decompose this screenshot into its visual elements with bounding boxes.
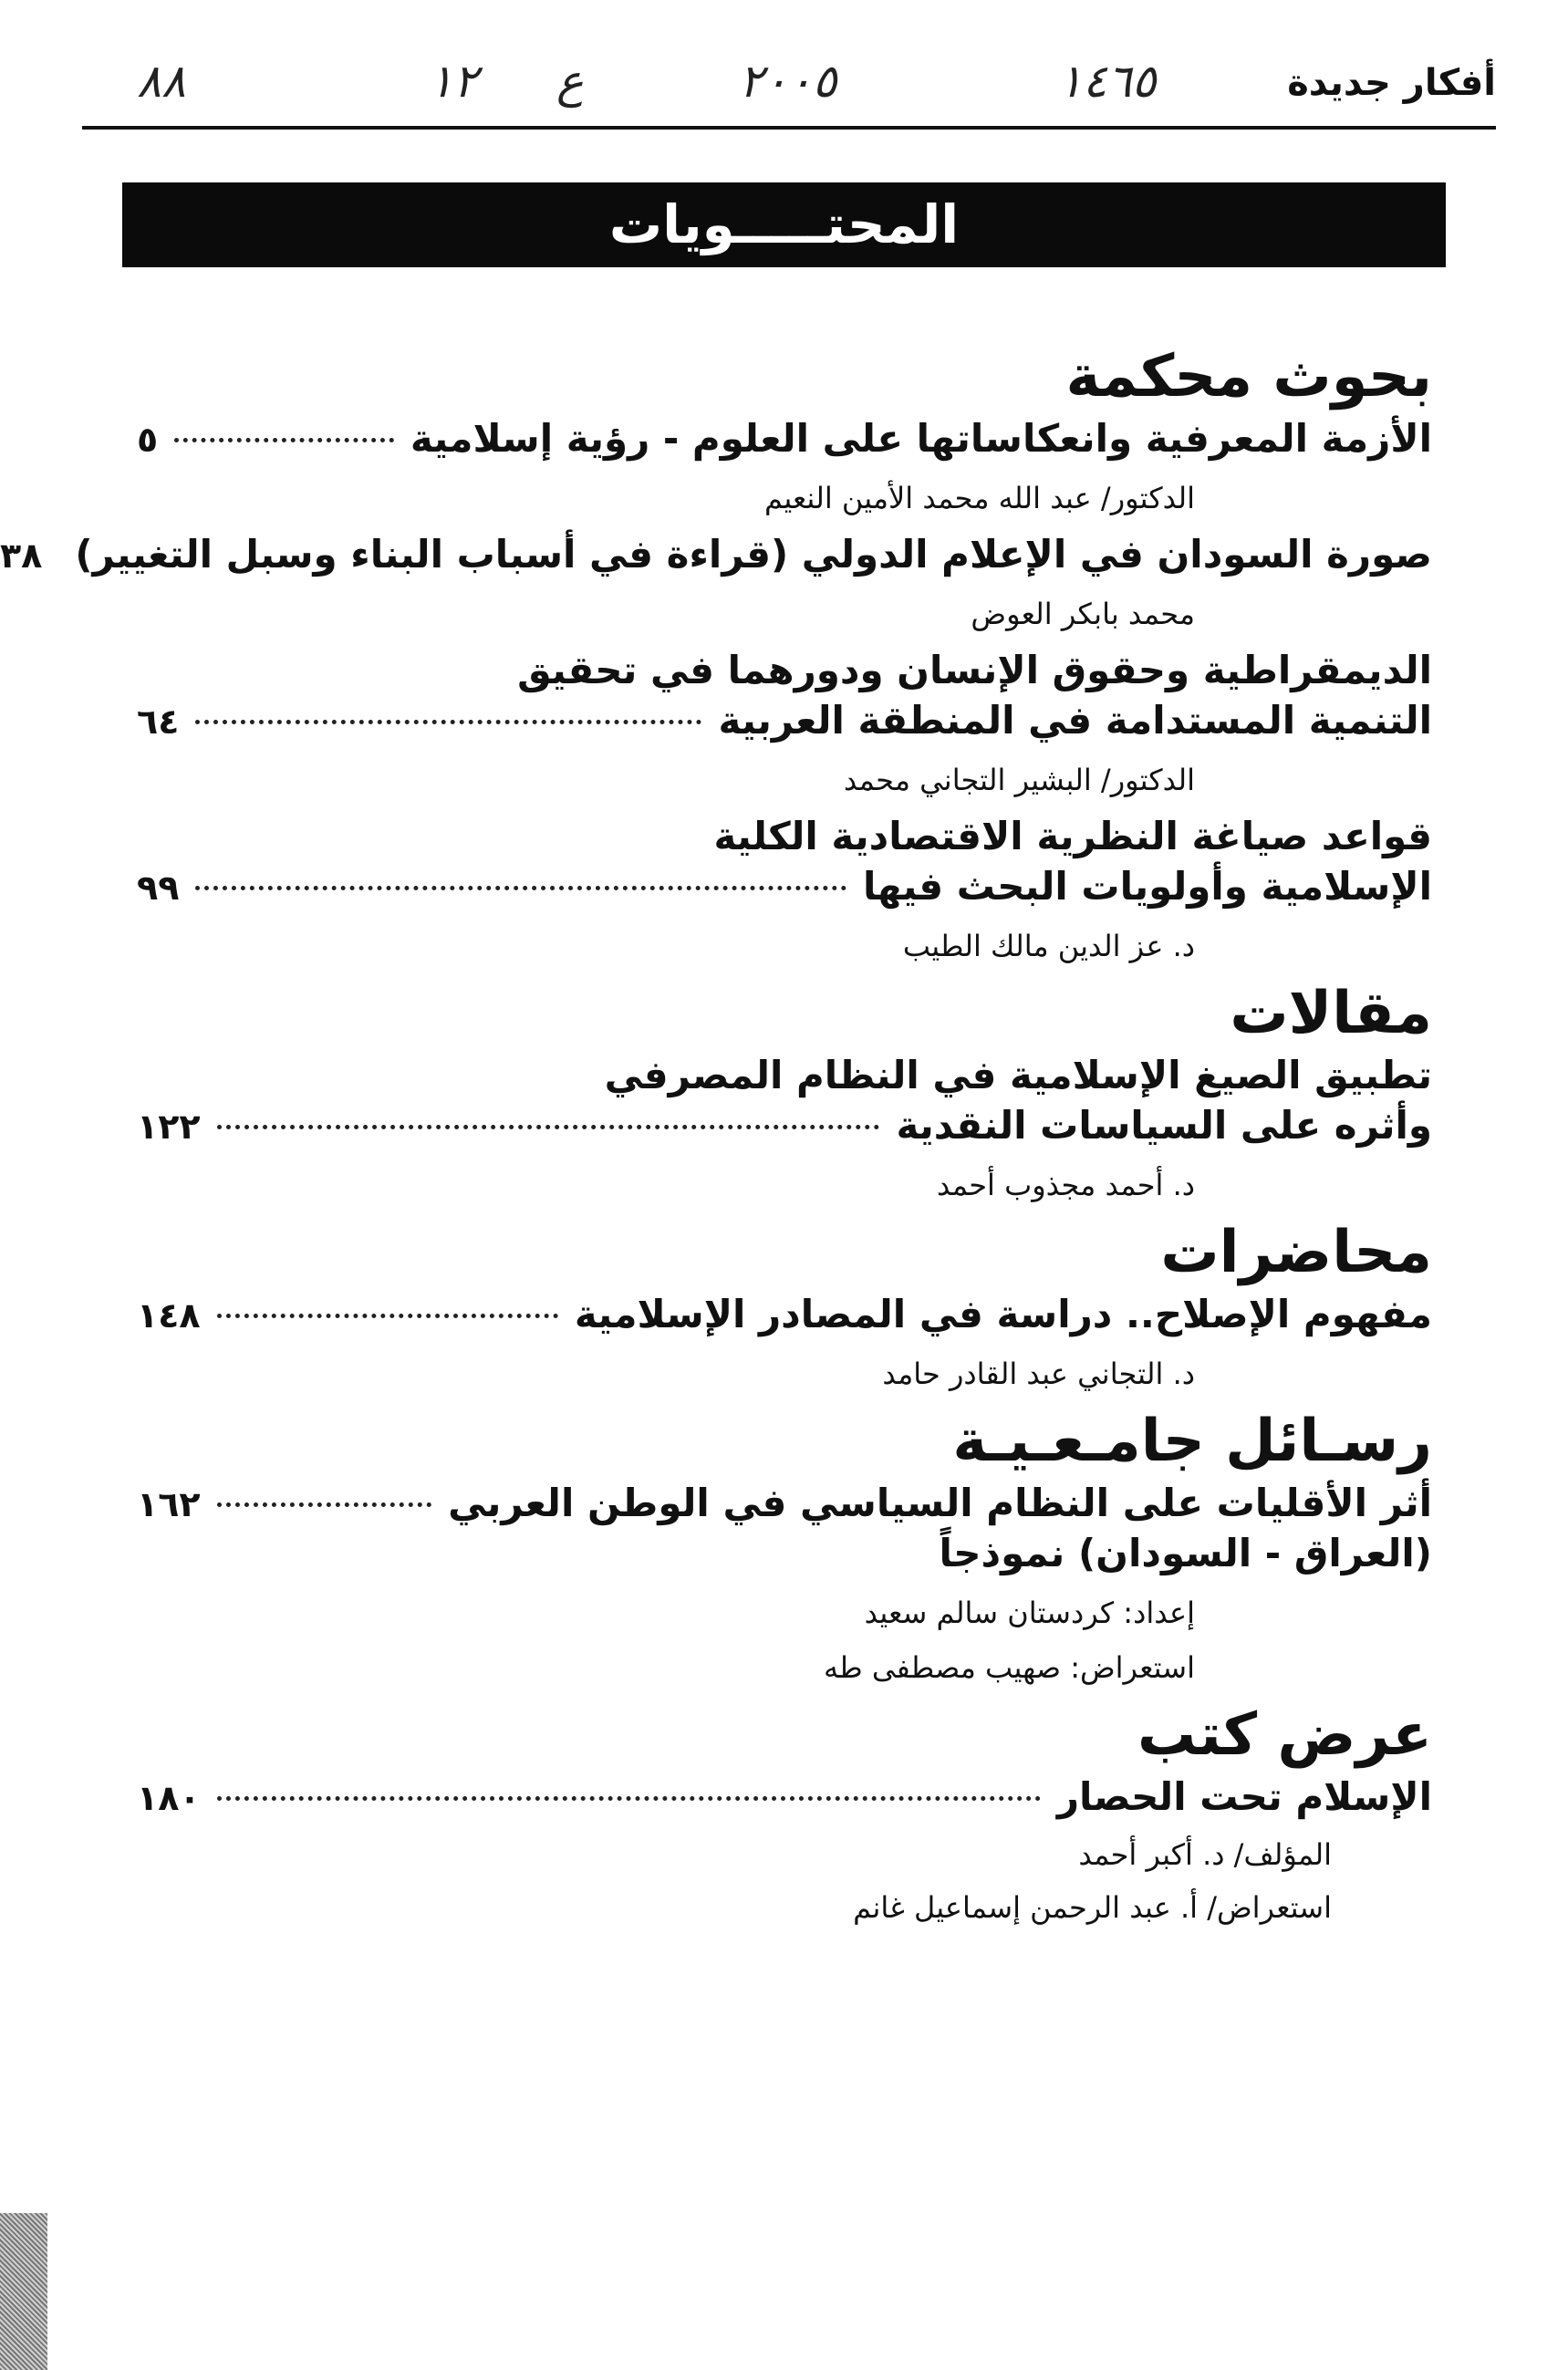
entry-author: استعراض/ أ. عبد الرحمن إسماعيل غانم [853, 1890, 1332, 1925]
toc-entry-line[interactable] [137, 1053, 1432, 1097]
toc-entry-line[interactable] [137, 1481, 1432, 1525]
page-reference: ٩٩ [137, 868, 180, 908]
entry-title: صورة السودان في الإعلام الدولي (قراءة في أسباب البناء وسبل التغيير) [75, 532, 1432, 577]
dot-leader [217, 1125, 880, 1129]
entry-title: تطبيق الصيغ الإسلامية في النظام المصرفي [604, 1053, 1432, 1097]
dot-leader [217, 1796, 1041, 1801]
entry-title: مفهوم الإصلاح.. دراسة في المصادر الإسلامية [574, 1292, 1432, 1336]
entry-author: المؤلف/ د. أكبر أحمد [1078, 1837, 1332, 1872]
section-heading: رسـائل جامـعـيـة [952, 1408, 1432, 1475]
toc-entry-line[interactable] [137, 864, 1432, 909]
toc-entry-line[interactable] [137, 1103, 1432, 1148]
handwritten-year: ٢٠٠٥ [739, 55, 837, 108]
page-header [82, 55, 1496, 128]
header-rule [82, 126, 1496, 130]
entry-author: الدكتور/ البشير التجاني محمد [843, 763, 1195, 797]
entry-author: د. عز الدين مالك الطيب [902, 929, 1195, 963]
handwritten-issue-number: ١٢ [429, 55, 478, 108]
page-reference: ١٢٢ [137, 1107, 201, 1147]
entry-title: الديمقراطية وحقوق الإنسان ودورهما في تحقيق [517, 648, 1432, 692]
journal-name: أفكار جديدة [1287, 62, 1496, 104]
entry-title: الأزمة المعرفية وانعكاساتها على العلوم - رؤية إسلامية [410, 416, 1432, 461]
dot-leader [195, 720, 701, 724]
dot-leader [195, 886, 846, 890]
toc-entry-line[interactable] [137, 698, 1432, 743]
table-of-contents [0, 338, 1432, 1941]
toc-entry-line[interactable] [0, 532, 1432, 577]
section-heading: عرض كتب [1137, 1701, 1432, 1769]
page-reference: ٦٤ [137, 702, 180, 742]
entry-author: الدكتور/ عبد الله محمد الأمين النعيم [764, 481, 1195, 515]
entry-author: إعداد: كردستان سالم سعيد [864, 1596, 1195, 1630]
page-reference: ٣٨ [0, 535, 43, 576]
entry-title: أثر الأقليات على النظام السياسي في الوطن العربي [448, 1481, 1432, 1525]
entry-author: استعراض: صهيب مصطفى طه [824, 1650, 1195, 1685]
entry-author: محمد بابكر العوض [971, 597, 1195, 631]
scan-edge-texture [0, 2213, 47, 2370]
handwritten-serial: ١٤٦٥ [1058, 55, 1157, 108]
page-reference: ١٤٨ [137, 1295, 201, 1336]
toc-entry-line[interactable] [137, 1292, 1432, 1336]
handwritten-code: ٨٨ [137, 55, 186, 108]
toc-entry-line[interactable] [137, 1531, 1432, 1575]
toc-entry-line[interactable] [137, 814, 1432, 858]
entry-title: وأثره على السياسات النقدية [896, 1103, 1432, 1148]
entry-title: التنمية المستدامة في المنطقة العربية [718, 698, 1432, 743]
dot-leader [174, 438, 394, 442]
page-reference: ٥ [137, 420, 159, 460]
toc-entry-line[interactable] [137, 416, 1432, 461]
section-heading: مقالات [1230, 980, 1432, 1047]
page-reference: ١٦٢ [137, 1484, 201, 1524]
dot-leader [217, 1314, 558, 1318]
section-heading: بحوث محكمة [1065, 343, 1432, 411]
toc-entry-line[interactable] [137, 1774, 1432, 1819]
handwritten-issue-label: ع [556, 55, 584, 108]
entry-title: الإسلامية وأولويات البحث فيها [863, 864, 1432, 909]
entry-title: قواعد صياغة النظرية الاقتصادية الكلية [713, 814, 1432, 858]
entry-title: (العراق - السودان) نموذجاً [939, 1531, 1432, 1575]
entry-author: د. أحمد مجذوب أحمد [936, 1168, 1195, 1202]
entry-title: الإسلام تحت الحصار [1056, 1774, 1432, 1819]
contents-banner: المحتـــــويات [122, 182, 1446, 267]
entry-author: د. التجاني عبد القادر حامد [882, 1357, 1195, 1391]
section-heading: محاضرات [1160, 1219, 1432, 1286]
page-reference: ١٨٠ [137, 1778, 201, 1818]
toc-entry-line[interactable] [137, 648, 1432, 692]
dot-leader [217, 1502, 431, 1507]
